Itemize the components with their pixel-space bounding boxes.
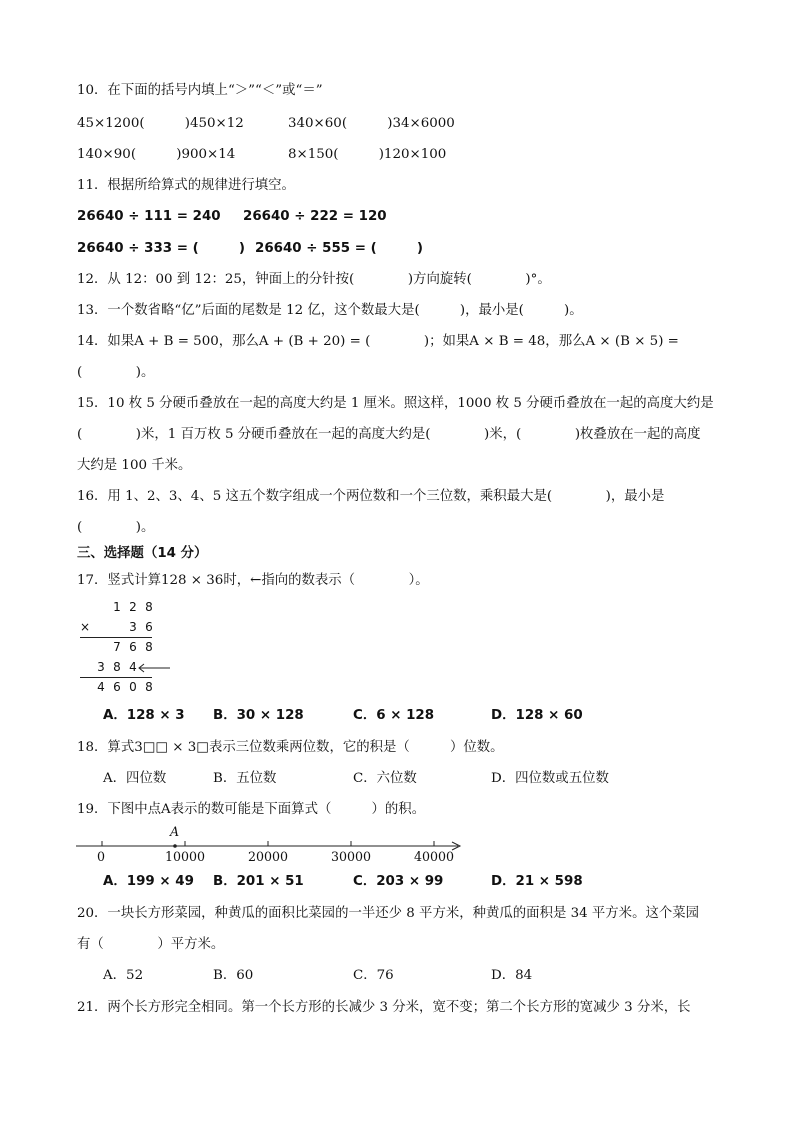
q11-eq-2: 26640 ÷ 222 = 120 (243, 209, 387, 224)
q19-prompt: 19．下图中点A表示的数可能是下面算式（ ）的积。 (77, 802, 426, 817)
digit: 3 (129, 620, 137, 634)
digit: 6 (113, 680, 121, 694)
digit: 4 (97, 680, 105, 694)
digit: 8 (145, 600, 153, 614)
q16-line-1: 16．用 1、2、3、4、5 这五个数字组成一个两位数和一个三位数，乘积最大是( )，最小是 (77, 489, 665, 504)
q12: 12．从 12：00 到 12：25，钟面上的分针按( )方向旋转( )°。 (77, 272, 551, 287)
tick-label: 30000 (331, 849, 372, 864)
digit: 2 (129, 600, 137, 614)
digit: 8 (113, 660, 121, 674)
tick-label: 20000 (248, 849, 289, 864)
q20-line-1: 20．一块长方形菜园，种黄瓜的面积比菜园的一半还少 8 平方米，种黄瓜的面积是 34 平方米。这个菜园 (77, 906, 700, 921)
digit: 8 (145, 680, 153, 694)
q19-option-b[interactable]: B．201 × 51 (213, 874, 304, 889)
tick-label: 40000 (414, 849, 455, 864)
q15-line-1: 15．10 枚 5 分硬币叠放在一起的高度大约是 1 厘米。照这样，1000 枚 5 分硬币叠放在一起的高度大约是 (77, 396, 714, 411)
tick-label: 0 (97, 849, 106, 864)
number-line-axis (74, 822, 464, 852)
digit: 6 (145, 620, 153, 634)
q18-prompt: 18．算式3□□ × 3□表示三位数乘两位数，它的积是（ ）位数。 (77, 740, 504, 755)
calc-rule (80, 637, 152, 638)
vertical-multiplication (78, 600, 178, 696)
q18-option-b[interactable]: B．五位数 (213, 771, 277, 786)
digit: 1 (113, 600, 121, 614)
section-heading: 三、选择题（14 分） (77, 546, 208, 561)
q11-eq-3: 26640 ÷ 333 = ( ) (77, 241, 246, 256)
q17-option-b[interactable]: B．30 × 128 (213, 708, 304, 723)
point-a-label: A (170, 824, 180, 839)
q19-option-c[interactable]: C．203 × 99 (353, 874, 444, 889)
q20-option-d[interactable]: D．84 (491, 968, 533, 983)
q15-line-3: 大约是 100 千米。 (77, 458, 192, 473)
q20-option-b[interactable]: B．60 (213, 968, 254, 983)
q17-prompt: 17．竖式计算128 × 36时，←指向的数表示（ ）。 (77, 573, 429, 588)
q14-line-1: 14．如果A + B = 500，那么A + (B + 20) = ( )；如果A × B = 48，那么A × (B × 5) = (77, 334, 679, 349)
tick-label: 10000 (165, 849, 206, 864)
digit: 4 (129, 660, 137, 674)
left-arrow-icon (136, 662, 172, 674)
times-sign: × (79, 620, 91, 634)
q17-option-a[interactable]: A．128 × 3 (103, 708, 185, 723)
q10-expr-3: 140×90( )900×14 (77, 147, 236, 162)
q19-option-a[interactable]: A．199 × 49 (103, 874, 194, 889)
q11-prompt: 11．根据所给算式的规律进行填空。 (77, 178, 295, 193)
q19-option-d[interactable]: D．21 × 598 (491, 874, 583, 889)
digit: 6 (129, 640, 137, 654)
q18-option-d[interactable]: D．四位数或五位数 (491, 771, 609, 786)
q11-eq-1: 26640 ÷ 111 = 240 (77, 209, 221, 224)
q20-option-c[interactable]: C．76 (353, 968, 394, 983)
q10-expr-2: 340×60( )34×6000 (288, 116, 455, 131)
number-line (74, 822, 464, 868)
q16-line-2: ( )。 (77, 520, 155, 535)
point-a-dot (173, 844, 177, 848)
q18-option-c[interactable]: C．六位数 (353, 771, 417, 786)
q10-expr-1: 45×1200( )450×12 (77, 116, 244, 131)
q14-line-2: ( )。 (77, 365, 155, 380)
digit: 0 (129, 680, 137, 694)
q15-line-2: ( )米，1 百万枚 5 分硬币叠放在一起的高度大约是( )米，( )枚叠放在一起的高度 (77, 427, 701, 442)
q21: 21．两个长方形完全相同。第一个长方形的长减少 3 分米，宽不变；第二个长方形的宽减少 3 分米，长 (77, 1000, 691, 1015)
digit: 3 (97, 660, 105, 674)
q20-option-a[interactable]: A．52 (103, 968, 144, 983)
q10-expr-4: 8×150( )120×100 (288, 147, 447, 162)
digit: 7 (113, 640, 121, 654)
q10-prompt: 10．在下面的括号内填上“＞”“＜”或“＝” (77, 83, 323, 98)
q13: 13．一个数省略“亿”后面的尾数是 12 亿，这个数最大是( )，最小是( )。 (77, 303, 583, 318)
calc-rule (80, 677, 152, 678)
q11-eq-4: 26640 ÷ 555 = ( ) (255, 241, 424, 256)
digit: 8 (145, 640, 153, 654)
q17-option-c[interactable]: C．6 × 128 (353, 708, 435, 723)
q20-line-2: 有（ ）平方米。 (77, 937, 225, 952)
q17-option-d[interactable]: D．128 × 60 (491, 708, 583, 723)
q18-option-a[interactable]: A．四位数 (103, 771, 167, 786)
